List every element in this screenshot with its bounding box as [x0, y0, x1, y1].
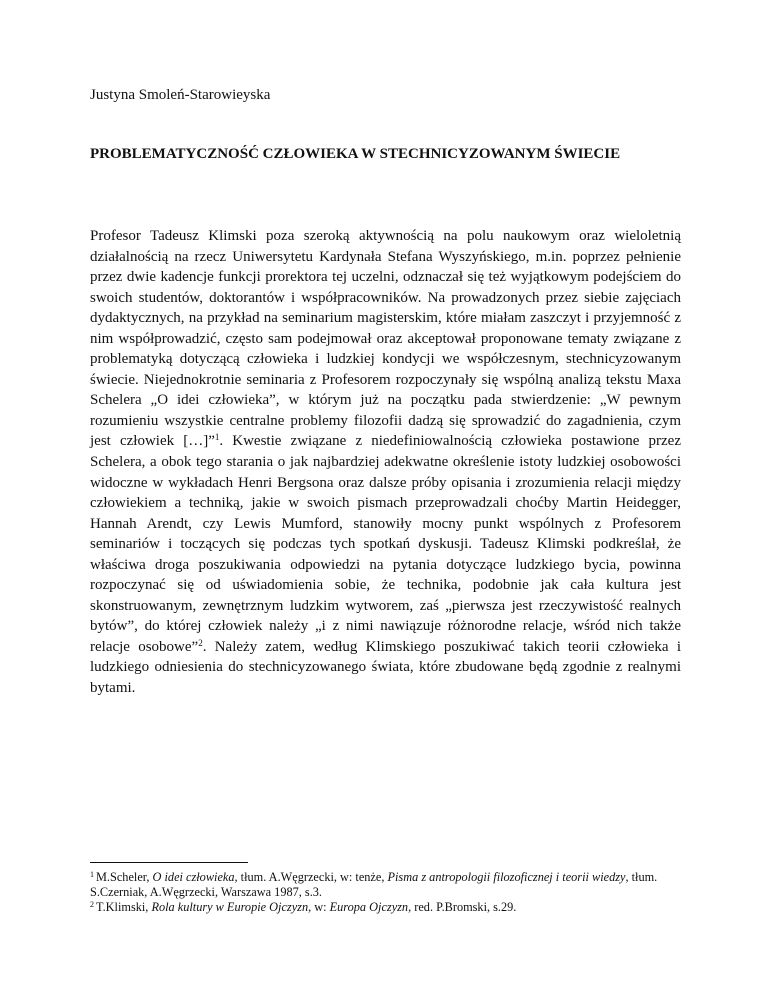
footnote-title-italic: O idei człowieka, [152, 870, 238, 884]
body-text-part-3: . Należy zatem, według Klimskiego poszukiwać takich teorii człowieka i ludzkiego odniesienia do stechnicyzowanego świata, które zbudowane będą zgodnie z realnymi bytami. [90, 638, 681, 697]
footnote-text: tłum. A.Węgrzecki, w: tenże, [237, 870, 388, 884]
footnote-separator [90, 862, 248, 863]
footnote-ref-2[interactable]: 2 [198, 637, 203, 648]
footnotes-section [90, 870, 681, 916]
footnote-title-italic: Europa Ojczyzn [329, 900, 409, 915]
footnote-ref-1[interactable]: 1 [214, 432, 220, 443]
footnote-text: , w: [308, 900, 330, 915]
footnote-text: , tłum. S.Czerniak, A.Węgrzecki, Warszawa 1987, s.3. [90, 870, 658, 900]
body-text-part-2: . Kwestie związane z niedefiniowalnością człowieka postawione przez Schelera, a obok tego starania o jak najbardziej adekwatne określenie istoty ludzkiej osobowości widoczne w wykładach Henri Bergsona oraz dalsze próby opisania i zrozumienia relacji między człowiekiem a techniką, jakie w swoich pismach przeprowadzali choćby Martin Heidegger, Hannah Arendt, czy Lewis Mumford, stanowiły mocny punkt wspólnych z Profesorem seminariów i toczących się podczas tych spotkań dyskusji. Tadeusz Klimski podkreślał, że właściwa droga poszukiwania odpowiedzi na pytania dotyczące ludzkiego bycia, powinna rozpoczynać się od uświadomienia sobie, że technika, podobnie jak cała kultura jest skonstruowanym, zewnętrznym ludzkim wytworem, zaś „pierwsza jest rzeczywistość realnych bytów”, do której człowiek należy „i z nimi nawiązuje różnorodne relacje, wśród nich także relacje osobowe” [90, 433, 681, 655]
body-paragraph [90, 226, 681, 699]
footnote-number: 1 [90, 870, 94, 879]
footnote-2 [90, 900, 681, 915]
footnote-text: T.Klimski, [96, 900, 152, 915]
footnote-1 [90, 870, 681, 900]
article-title: PROBLEMATYCZNOŚĆ CZŁOWIEKA W STECHNICYZOWANYM ŚWIECIE [90, 146, 621, 162]
footnote-title-italic: Rola kultury w Europie Ojczyzn [151, 900, 309, 915]
body-text-part-1: Profesor Tadeusz Klimski poza szeroką aktywnością na polu naukowym oraz wieloletnią działalnością na rzecz Uniwersytetu Kardynała Stefana Wyszyńskiego, m.in. poprzez pełnienie przez dwie kadencje funkcji prorektora tej uczelni, odznaczał się też wyjątkowym podejściem do swoich studentów, doktorantów i współpracowników. Na prowadzonych przez siebie zajęciach dydaktycznych, na przykład na seminarium magisterskim, które miałam zaszczyt i przyjemność z nim współprowadzić, często sam podejmował oraz akceptował proponowane tematy związane z problematyką dotyczącą człowieka i ludzkiej kondycji we współczesnym, stechnicyzowanym świecie. Niejednokrotnie seminaria z Profesorem rozpoczynały się wspólną analizą tekstu Maxa Schelera „O idei człowieka”, w którym już na początku pada stwierdzenie: „W pewnym rozumieniu wszystkie centralne problemy filozofii dadzą się sprowadzić do zagadnienia, czym jest człowiek […]” [90, 228, 681, 450]
footnote-title-italic: Pisma z antropologii filozoficznej i teorii wiedzy [387, 870, 626, 884]
footnote-text: M.Scheler, [96, 870, 153, 884]
author-name: Justyna Smoleń-Starowieyska [90, 87, 271, 103]
footnote-text: , red. P.Bromski, s.29. [408, 900, 517, 915]
footnote-number: 2 [90, 900, 94, 910]
